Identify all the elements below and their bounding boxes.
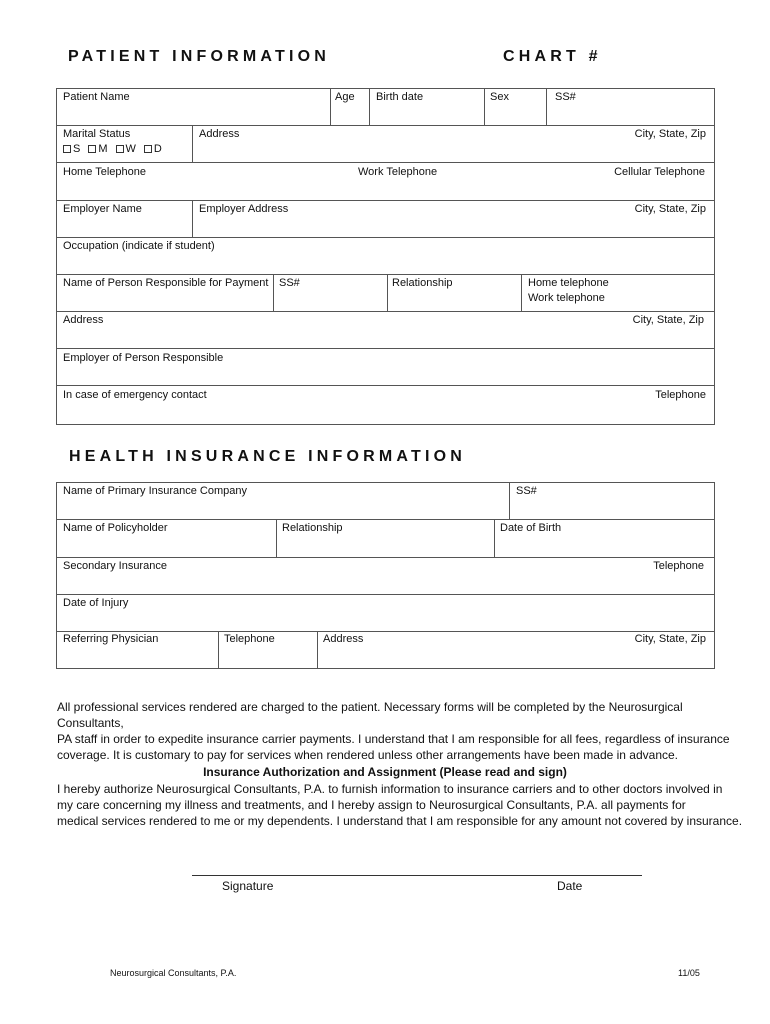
city-state-zip-field[interactable]: City, State, Zip bbox=[634, 128, 706, 140]
health-insurance-title: HEALTH INSURANCE INFORMATION bbox=[69, 448, 466, 465]
checkbox-icon[interactable] bbox=[116, 145, 124, 153]
checkbox-icon[interactable] bbox=[144, 145, 152, 153]
patient-info-table bbox=[56, 88, 715, 425]
payment-notice bbox=[57, 699, 747, 763]
date-label: Date bbox=[557, 879, 583, 893]
notice-line: PA staff in order to expedite insurance carrier payments. I understand that I am responsible for all fees, regardless of insurance bbox=[57, 732, 730, 746]
emergency-contact-field[interactable]: In case of emergency contact bbox=[63, 389, 207, 401]
birth-date-field[interactable]: Birth date bbox=[376, 91, 424, 103]
marital-option-w[interactable]: W bbox=[116, 143, 136, 155]
checkbox-icon[interactable] bbox=[88, 145, 96, 153]
emergency-telephone-field[interactable]: Telephone bbox=[655, 389, 706, 401]
physician-city-state-zip-field[interactable]: City, State, Zip bbox=[634, 633, 706, 645]
home-telephone-field[interactable]: Home Telephone bbox=[63, 166, 146, 178]
secondary-telephone-field[interactable]: Telephone bbox=[653, 560, 704, 572]
marital-option-s[interactable]: S bbox=[63, 143, 80, 155]
work-telephone-field[interactable]: Work Telephone bbox=[358, 166, 438, 178]
patient-name-field[interactable]: Patient Name bbox=[63, 91, 130, 103]
responsible-work-telephone-field[interactable]: Work telephone bbox=[528, 292, 605, 304]
occupation-field[interactable]: Occupation (indicate if student) bbox=[63, 240, 215, 252]
sex-field[interactable]: Sex bbox=[490, 91, 509, 103]
patient-info-title: PATIENT INFORMATION bbox=[68, 48, 331, 65]
responsible-relationship-field[interactable]: Relationship bbox=[392, 277, 453, 289]
policyholder-field[interactable]: Name of Policyholder bbox=[63, 522, 168, 534]
signature-label: Signature bbox=[222, 879, 274, 893]
insurance-ssn-field[interactable]: SS# bbox=[516, 485, 537, 497]
responsible-name-field[interactable]: Name of Person Responsible for Payment bbox=[63, 277, 269, 289]
marital-status-label: Marital Status bbox=[63, 128, 131, 140]
notice-line: coverage. It is customary to pay for services when rendered unless other arrangements have been made in advance. bbox=[57, 748, 679, 762]
date-of-injury-field[interactable]: Date of Injury bbox=[63, 597, 129, 609]
chart-number-title: CHART # bbox=[503, 48, 602, 65]
physician-address-field[interactable]: Address bbox=[323, 633, 364, 645]
employer-name-field[interactable]: Employer Name bbox=[63, 203, 142, 215]
responsible-address-field[interactable]: Address bbox=[63, 314, 104, 326]
employer-city-state-zip-field[interactable]: City, State, Zip bbox=[634, 203, 706, 215]
employer-address-field[interactable]: Employer Address bbox=[199, 203, 289, 215]
authorization-title: Insurance Authorization and Assignment (Please read and sign) bbox=[203, 765, 567, 779]
notice-line: All professional services rendered are charged to the patient. Necessary forms will be completed by the Neurosurgical Consultants, bbox=[57, 700, 683, 730]
authorization-line: medical services rendered to me or my dependents. I understand that I am responsible for any amount not covered by insurance. bbox=[57, 814, 743, 828]
footer-form-code: 11/05 bbox=[678, 968, 700, 978]
secondary-insurance-field[interactable]: Secondary Insurance bbox=[63, 560, 167, 572]
marital-option-d[interactable]: D bbox=[144, 143, 162, 155]
ssn-field[interactable]: SS# bbox=[555, 91, 576, 103]
policyholder-relationship-field[interactable]: Relationship bbox=[282, 522, 343, 534]
referring-physician-field[interactable]: Referring Physician bbox=[63, 633, 159, 645]
authorization-line: I hereby authorize Neurosurgical Consultants, P.A. to furnish information to insurance carriers and to other doctors involved in bbox=[57, 782, 723, 796]
footer-organization: Neurosurgical Consultants, P.A. bbox=[110, 968, 237, 978]
responsible-ssn-field[interactable]: SS# bbox=[279, 277, 300, 289]
marital-status-options bbox=[63, 143, 170, 155]
employer-of-responsible-field[interactable]: Employer of Person Responsible bbox=[63, 352, 224, 364]
responsible-home-telephone-field[interactable]: Home telephone bbox=[528, 277, 609, 289]
physician-telephone-field[interactable]: Telephone bbox=[224, 633, 275, 645]
age-field[interactable]: Age bbox=[335, 91, 355, 103]
responsible-city-state-zip-field[interactable]: City, State, Zip bbox=[632, 314, 704, 326]
primary-insurance-field[interactable]: Name of Primary Insurance Company bbox=[63, 485, 248, 497]
authorization-text bbox=[57, 781, 747, 829]
authorization-line: my care concerning my illness and treatments, and I hereby assign to Neurosurgical Consultants, P.A. all payments for bbox=[57, 798, 686, 812]
marital-option-m[interactable]: M bbox=[88, 143, 107, 155]
address-field[interactable]: Address bbox=[199, 128, 240, 140]
checkbox-icon[interactable] bbox=[63, 145, 71, 153]
signature-line[interactable] bbox=[192, 875, 642, 876]
policyholder-dob-field[interactable]: Date of Birth bbox=[500, 522, 562, 534]
cellular-telephone-field[interactable]: Cellular Telephone bbox=[614, 166, 705, 178]
